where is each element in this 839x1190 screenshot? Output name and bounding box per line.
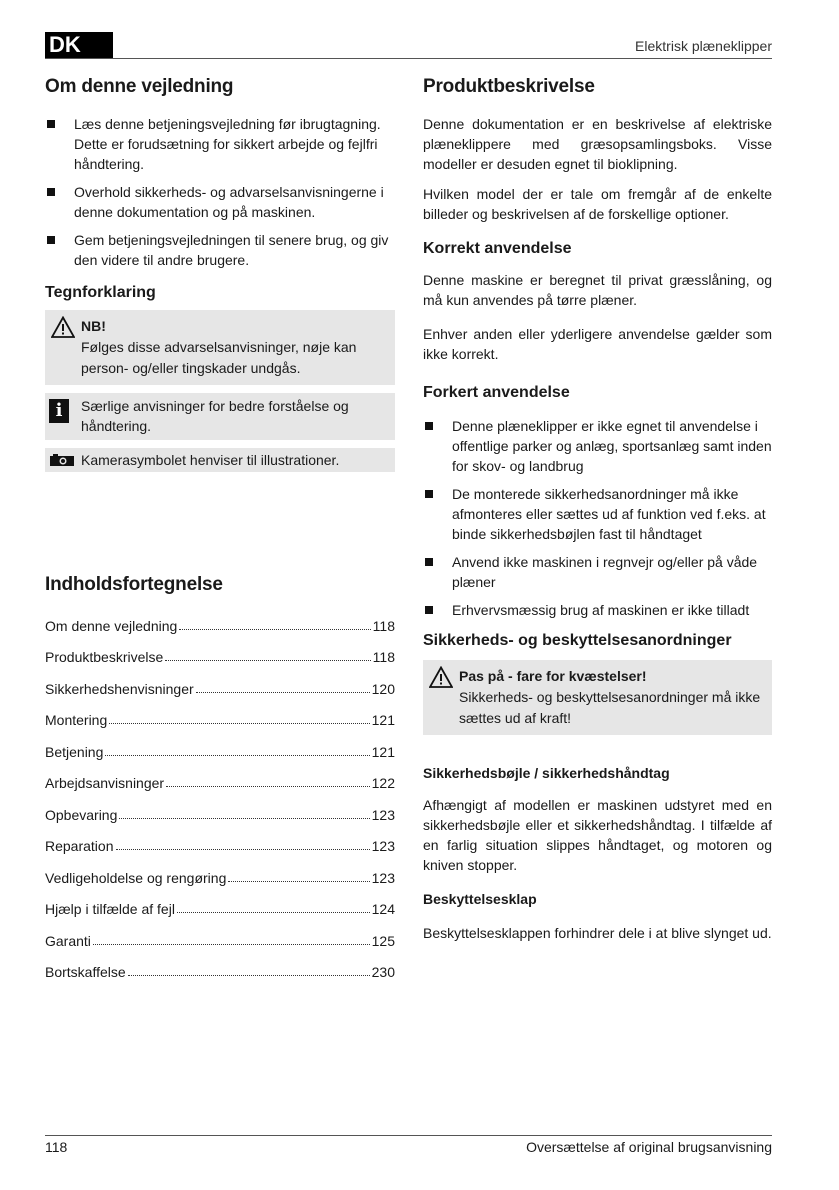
bullet-square-icon	[47, 188, 55, 196]
correct-use-heading: Korrekt anvendelse	[423, 240, 572, 257]
toc-entry[interactable]: Bortskaffelse 230	[45, 964, 395, 980]
toc-heading: Indholdsfortegnelse	[45, 574, 223, 595]
safety-handle-paragraph: Afhængigt af modellen er maskinen udstyret med en sikkerhedsbøjle eller et sikkerhedshåndtag. I tilfælde af en farlig situation slippes håndtaget, og motoren og kniven stopper.	[423, 797, 772, 873]
injury-warning-box	[423, 660, 772, 735]
list-item: Anvend ikke maskinen i regnvejr og/eller på våde plæner	[423, 552, 772, 592]
product-paragraph-2: Hvilken model der er tale om fremgår af de enkelte billeder og beskrivelsen af de forskellige optioner.	[423, 186, 772, 222]
camera-icon	[49, 454, 75, 466]
toc-entry[interactable]: Arbejdsanvisninger 122	[45, 775, 395, 791]
language-tag: DK	[45, 32, 113, 58]
toc-entry[interactable]: Reparation 123	[45, 838, 395, 854]
product-heading: Produktbeskrivelse	[423, 76, 595, 97]
left-column	[45, 70, 395, 980]
bullet-square-icon	[425, 558, 433, 566]
list-item: Denne plæneklipper er ikke egnet til anvendelse i offentlige parker og anlæg, sportsanlæg samt inden for skov- og landbrug	[423, 416, 772, 476]
nb-title: NB!	[81, 318, 106, 334]
wrong-use-heading: Forkert anvendelse	[423, 384, 570, 401]
bullet-square-icon	[425, 490, 433, 498]
camera-text: Kamerasymbolet henviser til illustrationer.	[81, 452, 340, 468]
footer-divider	[45, 1135, 772, 1136]
toc-entry[interactable]: Produktbeskrivelse 118	[45, 649, 395, 665]
footer-note: Oversættelse af original brugsanvisning	[526, 1139, 772, 1155]
toc-entry[interactable]: Vedligeholdelse og rengøring 123	[45, 869, 395, 886]
document-title: Elektrisk plæneklipper	[635, 38, 772, 54]
warning-triangle-icon	[429, 666, 453, 688]
wrong-use-list	[423, 416, 772, 620]
legend-heading: Tegnforklaring	[45, 284, 156, 301]
camera-note-box	[45, 448, 395, 472]
about-heading: Om denne vejledning	[45, 76, 234, 97]
page-number: 118	[45, 1139, 68, 1155]
table-of-contents	[45, 602, 395, 980]
product-paragraph-1: Denne dokumentation er en beskrivelse af elektriske plæneklippere med græsopsamlingsboks. Visse modeller er desuden egnet til bioklipning.	[423, 116, 772, 172]
warning-title: Pas på - fare for kvæstelser!	[459, 668, 647, 684]
right-column	[423, 70, 772, 943]
correct-use-paragraph-1: Denne maskine er beregnet til privat græsslåning, og må kun anvendes på tørre plæner.	[423, 272, 772, 308]
safety-heading: Sikkerheds- og beskyttelsesanordninger	[423, 632, 732, 649]
warning-triangle-icon	[51, 316, 75, 338]
toc-entry[interactable]: Hjælp i tilfælde af fejl 124	[45, 901, 395, 917]
header-divider	[45, 58, 772, 59]
bullet-square-icon	[425, 606, 433, 614]
info-note-box	[45, 393, 395, 440]
list-item: Overhold sikkerheds- og advarselsanvisningerne i denne dokumentation og på maskinen.	[45, 182, 395, 222]
nb-warning-box	[45, 310, 395, 385]
nb-text: Følges disse advarselsanvisninger, nøje kan person- og/eller tingskader undgås.	[81, 339, 357, 376]
toc-entry[interactable]: Garanti 125	[45, 932, 395, 949]
warning-text: Sikkerheds- og beskyttelsesanordninger må ikke sættes ud af kraft!	[459, 689, 761, 726]
list-item: Erhvervsmæssig brug af maskinen er ikke tilladt	[423, 600, 772, 620]
protective-flap-heading: Beskyttelsesklap	[423, 891, 537, 907]
toc-entry[interactable]: Om denne vejledning 118	[45, 617, 395, 634]
toc-entry[interactable]: Sikkerhedshenvisninger 120	[45, 680, 395, 697]
safety-handle-heading: Sikkerhedsbøjle / sikkerhedshåndtag	[423, 765, 670, 781]
info-icon: i	[49, 399, 69, 423]
list-item: Gem betjeningsvejledningen til senere brug, og giv den videre til andre brugere.	[45, 230, 395, 270]
toc-entry[interactable]: Opbevaring 123	[45, 806, 395, 823]
bullet-square-icon	[47, 236, 55, 244]
list-item: Læs denne betjeningsvejledning før ibrugtagning. Dette er forudsætning for sikkert arbejde og fejlfri håndtering.	[45, 114, 395, 174]
correct-use-paragraph-2: Enhver anden eller yderligere anvendelse gælder som ikke korrekt.	[423, 326, 772, 362]
info-text: Særlige anvisninger for bedre forståelse og håndtering.	[81, 398, 349, 434]
toc-entry[interactable]: Betjening 121	[45, 743, 395, 760]
protective-flap-paragraph: Beskyttelsesklappen forhindrer dele i at blive slynget ud.	[423, 925, 772, 941]
bullet-square-icon	[425, 422, 433, 430]
about-list	[45, 114, 395, 270]
toc-entry[interactable]: Montering 121	[45, 712, 395, 728]
bullet-square-icon	[47, 120, 55, 128]
list-item: De monterede sikkerhedsanordninger må ikke afmonteres eller sættes ud af funktion ved f.eks. at binde sikkerhedsbøjlen fast til håndtaget	[423, 484, 772, 544]
